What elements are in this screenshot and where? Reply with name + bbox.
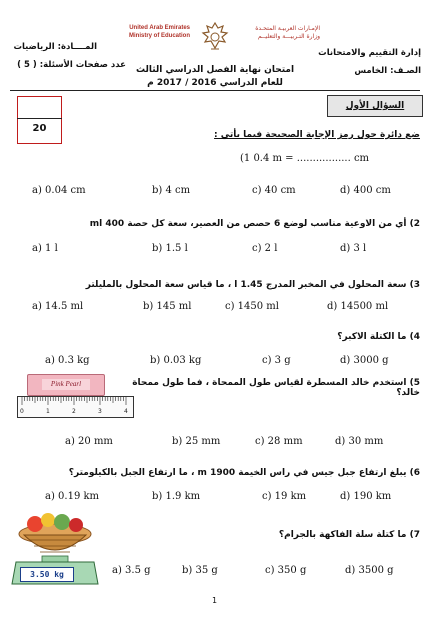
- ruler-image: [17, 396, 134, 418]
- q4-option-b[interactable]: b) 0.03 kg: [150, 355, 202, 366]
- q7-option-d[interactable]: d) 3500 g: [345, 565, 394, 576]
- score-value: 20: [32, 123, 47, 134]
- eraser-image: [27, 374, 105, 396]
- svg-text:0: 0: [20, 408, 24, 415]
- question-6-text: 6) يبلغ ارتفاع جبل جيس في راس الخيمة 1900 m ، ما ارتفاع الجبل بالكيلومتر؟: [68, 468, 420, 478]
- q3-option-d[interactable]: d) 14500 ml: [327, 301, 389, 312]
- svg-text:3: 3: [98, 408, 102, 415]
- eraser-label: Pink Pearl: [42, 379, 90, 390]
- score-divider: [17, 118, 62, 119]
- fruit-basket-scale-image: [10, 510, 100, 586]
- q7-option-a[interactable]: a) 3.5 g: [112, 565, 151, 576]
- ministry-en-line2: Ministry of Education: [128, 33, 190, 39]
- scale-reading: 3.50 kg: [20, 567, 74, 582]
- page-number: 1: [211, 596, 218, 605]
- q1-option-a[interactable]: a) 0.04 cm: [32, 185, 86, 196]
- q5-option-d[interactable]: d) 30 mm: [335, 436, 384, 447]
- svg-text:4: 4: [124, 408, 128, 415]
- question-5-text: 5) استخدم خالد المسطرة لقياس طول الممحاة ، فما طول ممحاة خالد؟: [132, 378, 420, 398]
- svg-text:2: 2: [72, 408, 76, 415]
- exam-title: امتحان نهاية الفصل الدراسي الثالث: [135, 65, 295, 75]
- question-2-text: 2) أي من الاوعية مناسب لوضع 6 حصص من العصير، سعة كل حصة 400 ml: [89, 219, 420, 229]
- q3-option-b[interactable]: b) 145 ml: [143, 301, 192, 312]
- question-3-text: 3) سعة المحلول في المخبر المدرج 1.45 l ، ما قياس سعة المحلول بالمليلتر: [85, 280, 420, 290]
- q4-option-a[interactable]: a) 0.3 kg: [45, 355, 90, 366]
- pages-count-label: عدد صفحات الأسئلة: ( 5 ): [17, 60, 126, 70]
- q5-option-a[interactable]: a) 20 mm: [65, 436, 113, 447]
- uae-emblem-icon: [198, 20, 232, 54]
- header-divider: [10, 90, 420, 91]
- subject-label: المــــادة: الرياضيات: [13, 42, 97, 52]
- section-title-text: السؤال الأول: [345, 101, 405, 111]
- svg-text:1: 1: [46, 408, 50, 415]
- ministry-ar-line2: وزارة التـربيـــة والتعليــم: [257, 33, 320, 40]
- q1-option-b[interactable]: b) 4 cm: [152, 185, 191, 196]
- question-7-text: 7) ما كتلة سلة الفاكهة بالجرام؟: [278, 530, 420, 540]
- score-box: [17, 96, 62, 144]
- q3-option-a[interactable]: a) 14.5 ml: [32, 301, 84, 312]
- q5-option-b[interactable]: b) 25 mm: [172, 436, 221, 447]
- q4-option-d[interactable]: d) 3000 g: [340, 355, 389, 366]
- q7-option-b[interactable]: b) 35 g: [182, 565, 218, 576]
- section-title: [327, 95, 423, 117]
- grade-label: الصـف: الخامس: [354, 66, 421, 76]
- instructions: ضع دائرة حول رمز الإجابة الصحيحة فيما يأتي :: [214, 130, 420, 140]
- q2-option-d[interactable]: d) 3 l: [340, 243, 367, 254]
- q1-option-d[interactable]: d) 400 cm: [340, 185, 391, 196]
- q4-option-c[interactable]: c) 3 g: [262, 355, 291, 366]
- q2-option-c[interactable]: c) 2 l: [252, 243, 278, 254]
- q3-option-c[interactable]: c) 1450 ml: [225, 301, 279, 312]
- q6-option-a[interactable]: a) 0.19 km: [45, 491, 100, 502]
- q6-option-d[interactable]: d) 190 km: [340, 491, 392, 502]
- exam-year: للعام الدراسي 2016 / 2017 م: [147, 78, 283, 88]
- q5-option-c[interactable]: c) 28 mm: [255, 436, 303, 447]
- q2-option-b[interactable]: b) 1.5 l: [152, 243, 188, 254]
- q6-option-c[interactable]: c) 19 km: [262, 491, 307, 502]
- department-label: إدارة التقييم والامتحانات: [318, 48, 421, 58]
- ministry-ar-line1: الإمـارات العربيـة المتحـدة: [255, 25, 320, 32]
- q7-option-c[interactable]: c) 350 g: [265, 565, 307, 576]
- q1-option-c[interactable]: c) 40 cm: [252, 185, 296, 196]
- q2-option-a[interactable]: a) 1 l: [32, 243, 58, 254]
- q6-option-b[interactable]: b) 1.9 km: [152, 491, 201, 502]
- ministry-en-line1: United Arab Emirates: [129, 25, 190, 31]
- question-1-text: (1 0.4 m = ................. cm: [240, 153, 370, 164]
- question-4-text: 4) ما الكتلة الاكبر؟: [337, 332, 420, 342]
